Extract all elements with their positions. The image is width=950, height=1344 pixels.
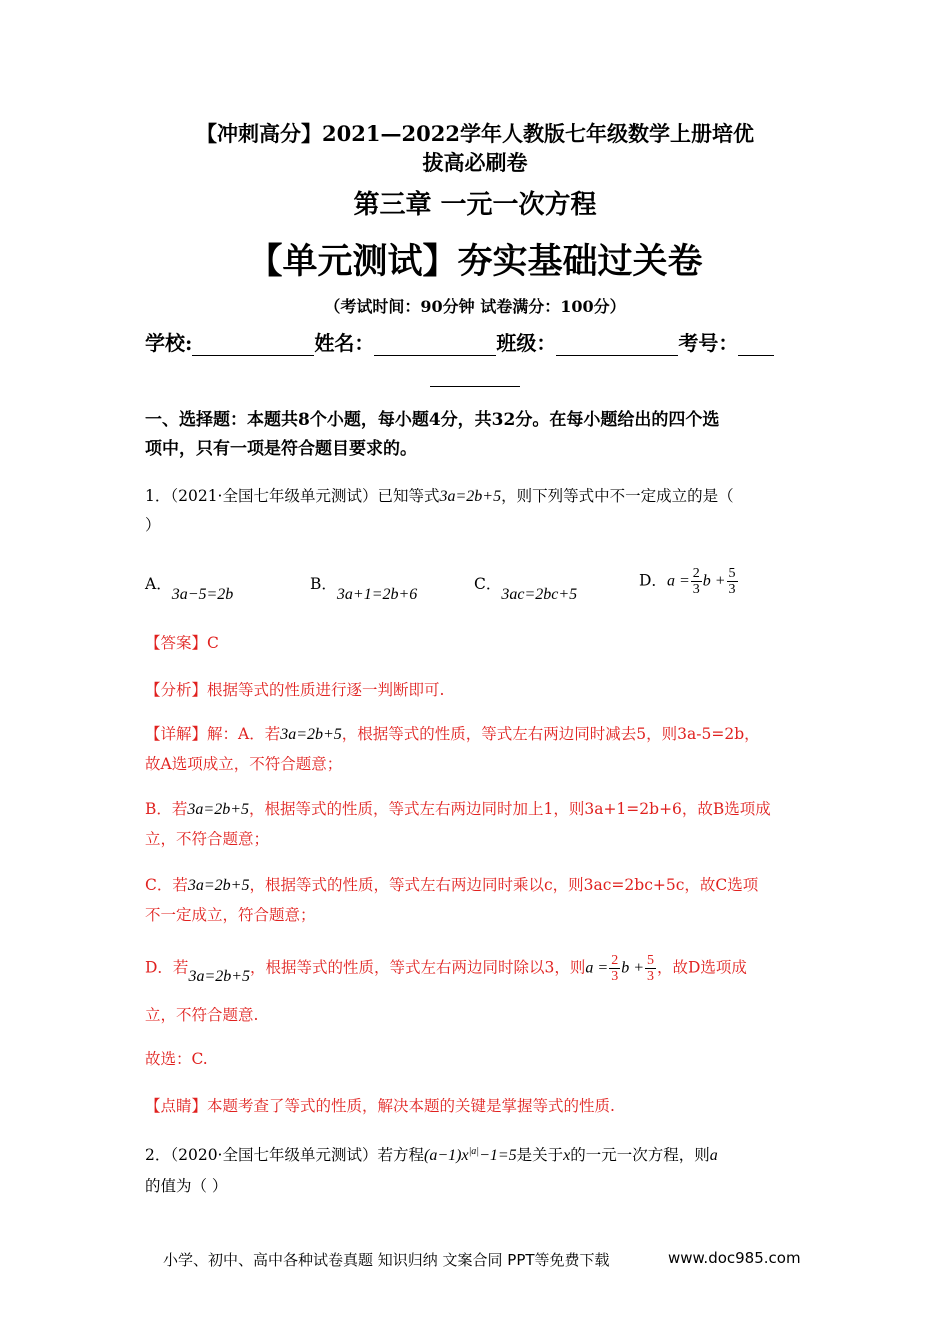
school-blank[interactable] [192, 335, 314, 356]
option-c-expr: 3ac=2bc+5 [501, 586, 578, 603]
option-d-mid: b + [702, 572, 726, 590]
q1-suffix: ，则下列等式中不一定成立的是（ [501, 487, 734, 505]
q1-comment: 【点睛】本题考查了等式的性质，解决本题的关键是掌握等式的性质. [145, 1097, 615, 1115]
question-1-stem [145, 484, 734, 506]
q2-var-a: a [709, 1147, 718, 1164]
option-a-letter: A． [145, 575, 172, 593]
detail-c-equation: 3a=2b+5 [187, 877, 250, 894]
option-d-frac1: $\frac{2}{3}$ [692, 566, 700, 597]
detail-d-result-mid: b + [621, 959, 644, 977]
number-blank-continuation[interactable] [430, 386, 520, 387]
q1-detail-b-line2: 立，不符合题意； [145, 830, 270, 848]
q1-answer: 【答案】C [145, 634, 219, 652]
q1-option-d[interactable] [639, 566, 739, 597]
question-1-stem-line2: ） [145, 516, 161, 534]
number-label: 考号： [678, 331, 739, 355]
option-b-letter: B． [310, 575, 337, 593]
detail-d-frac2: $\frac{5}{3}$ [647, 953, 654, 984]
exam-info: （考试时间：90分钟 试卷满分：100分） [324, 297, 626, 316]
detail-d-frac1: $\frac{2}{3}$ [611, 953, 619, 984]
q2-exponent: |a| [468, 1145, 480, 1157]
q1-option-c[interactable] [474, 572, 578, 603]
question-2-stem-line2: 的值为（ ） [145, 1177, 228, 1195]
q1-analysis: 【分析】根据等式的性质进行逐一判断即可. [145, 681, 445, 699]
section-heading-line2: 项中，只有一项是符合题目要求的。 [145, 439, 417, 459]
number-blank[interactable] [738, 335, 774, 356]
footer-text: 小学、初中、高中各种试卷真题 知识归纳 文案合同 PPT等免费下载 [163, 1251, 610, 1269]
q2-equation: (a−1)x [424, 1147, 469, 1164]
q1-detail-d-line2: 立，不符合题意. [145, 1006, 259, 1024]
option-d-letter: D． [639, 571, 667, 590]
q1-detail-a-line2: 故A选项成立，不符合题意； [145, 755, 343, 773]
name-blank[interactable] [374, 335, 496, 356]
chapter-title: 第三章 一元一次方程 [353, 190, 597, 220]
q1-detail-d-line1: D．若3a=2b+5，根据等式的性质，等式左右两边同时除以3，则a = $\frac{2}{3}$ b + $\frac{5}{3}$ ，故D选项成 [145, 953, 747, 985]
school-label: 学校: [145, 331, 193, 355]
name-label: 姓名： [314, 331, 375, 355]
q2-var-x: x [563, 1147, 571, 1164]
class-blank[interactable] [556, 335, 678, 356]
q2-equation-tail: −1=5 [479, 1147, 517, 1164]
q2-prefix: 2．（2020·全国七年级单元测试）若方程 [145, 1146, 424, 1164]
paper-title-line2: 拔高必刷卷 [422, 150, 528, 175]
q1-option-a[interactable] [145, 572, 234, 603]
option-d-frac2: $\frac{5}{3}$ [728, 566, 736, 597]
option-b-expr: 3a+1=2b+6 [336, 586, 418, 603]
q1-detail-c-line1: C．若3a=2b+5，根据等式的性质，等式左右两边同时乘以c，则3ac=2bc+5c，故C选项 [145, 876, 759, 894]
q1-option-b[interactable] [310, 572, 418, 603]
detail-b-equation: 3a=2b+5 [187, 801, 249, 818]
paper-title-line1: 【冲刺高分】2021—2022学年人教版七年级数学上册培优 [196, 121, 754, 146]
q1-conclusion: 故选：C. [145, 1050, 208, 1068]
section-heading-line1: 一、选择题：本题共8个小题，每小题4分，共32分。在每小题给出的四个选 [145, 410, 720, 430]
q1-equation: 3a=2b+5 [439, 488, 502, 505]
student-info-fields [145, 327, 774, 356]
footer-site-link[interactable]: www.doc985.com [668, 1249, 801, 1267]
q1-prefix: 1．（2021·全国七年级单元测试）已知等式 [145, 487, 440, 505]
option-c-letter: C． [474, 575, 502, 593]
class-label: 班级： [496, 331, 557, 355]
q1-detail-b-line1: B．若3a=2b+5，根据等式的性质，等式左右两边同时加上1，则3a+1=2b+6，故B选项成 [145, 800, 771, 818]
detail-a-equation: 3a=2b+5 [280, 726, 342, 743]
option-a-expr: 3a−5=2b [171, 586, 234, 603]
detail-d-result-lhs: a = [585, 959, 609, 977]
question-2-stem: 2．（2020·全国七年级单元测试）若方程$(a-1)x^{|a|}-1=5$是关于x的一元一次方程，则a [145, 1145, 718, 1164]
option-d-lhs: a = [666, 572, 690, 590]
unit-title: 【单元测试】夯实基础过关卷 [247, 241, 703, 282]
q1-detail-a-line1: 【详解】解：A．若3a=2b+5，根据等式的性质，等式左右两边同时减去5，则3a-5=2b， [145, 725, 760, 743]
q1-detail-c-line2: 不一定成立，符合题意； [145, 906, 316, 924]
detail-d-equation: 3a=2b+5 [188, 967, 251, 985]
